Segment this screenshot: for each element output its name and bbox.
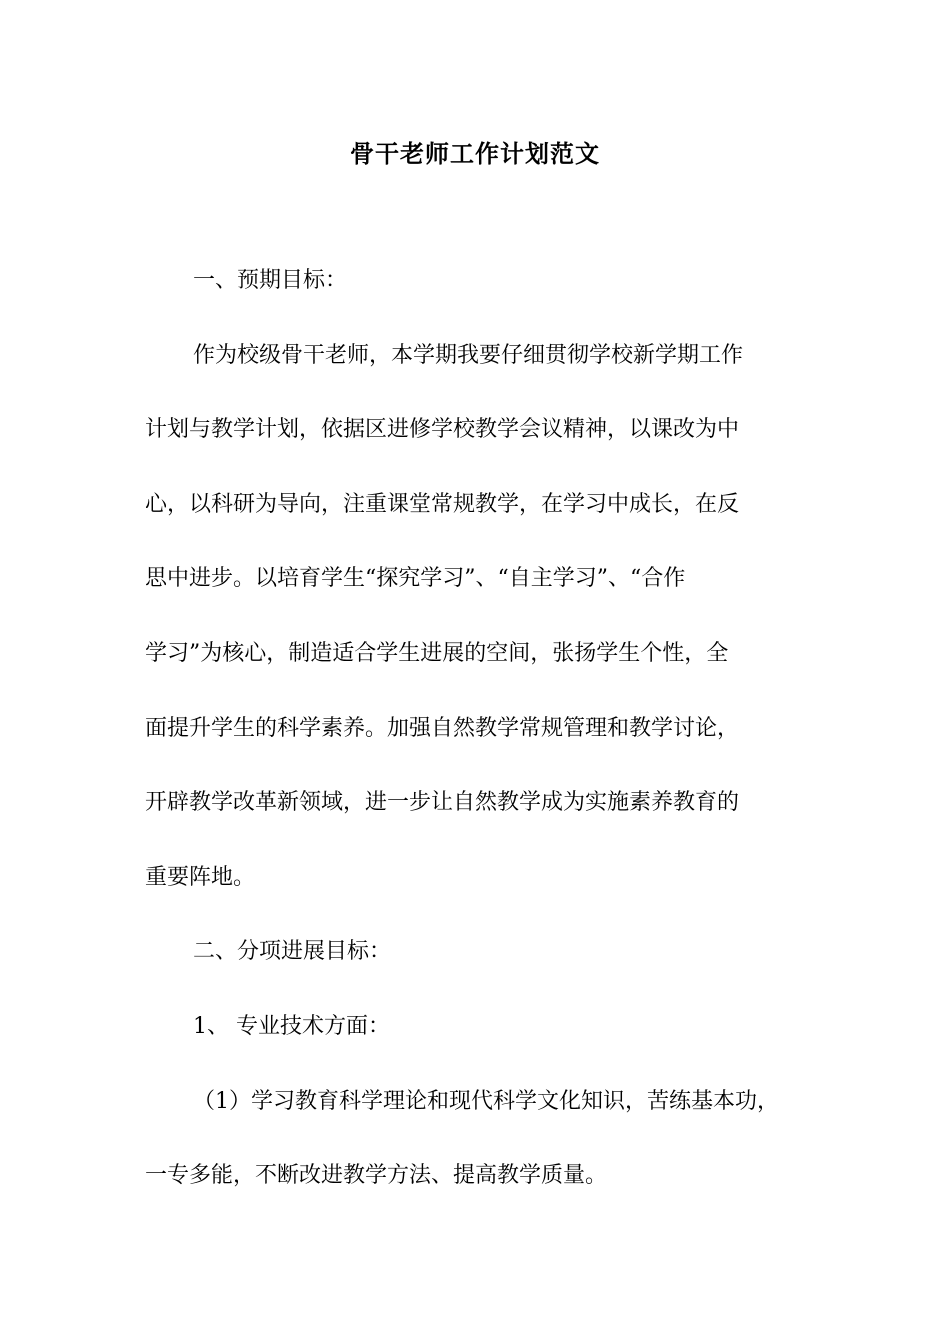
list-item-line: 一专多能，不断改进教学方法、提高教学质量。 bbox=[145, 1163, 608, 1188]
paragraph-line: 重要阵地。 bbox=[145, 865, 256, 890]
paragraph-line: 面提升学生的科学素养。加强自然教学常规管理和教学讨论， bbox=[145, 716, 740, 741]
paragraph-line: 作为校级骨干老师，本学期我要仔细贯彻学校新学期工作 bbox=[193, 343, 744, 368]
paragraph-line: 开辟教学改革新领域，进一步让自然教学成为实施素养教育的 bbox=[145, 790, 740, 815]
subsection-heading-professional-skills: 1、 专业技术方面： bbox=[193, 1014, 390, 1039]
section-heading-sub-goals: 二、分项进展目标： bbox=[193, 939, 392, 964]
section-heading-expected-goals: 一、预期目标： bbox=[193, 268, 348, 293]
paragraph-line: 思中进步。以培育学生“探究学习”、“自主学习”、“合作 bbox=[145, 566, 686, 591]
document-title: 骨干老师工作计划范文 bbox=[350, 139, 600, 168]
list-item-line: （1）学习教育科学理论和现代科学文化知识，苦练基本功， bbox=[193, 1089, 779, 1114]
paragraph-line: 计划与教学计划，依据区进修学校教学会议精神，以课改为中 bbox=[145, 417, 740, 442]
paragraph-line: 学习”为核心，制造适合学生进展的空间，张扬学生个性，全 bbox=[145, 641, 729, 666]
paragraph-line: 心，以科研为导向，注重课堂常规教学，在学习中成长，在反 bbox=[145, 492, 740, 517]
